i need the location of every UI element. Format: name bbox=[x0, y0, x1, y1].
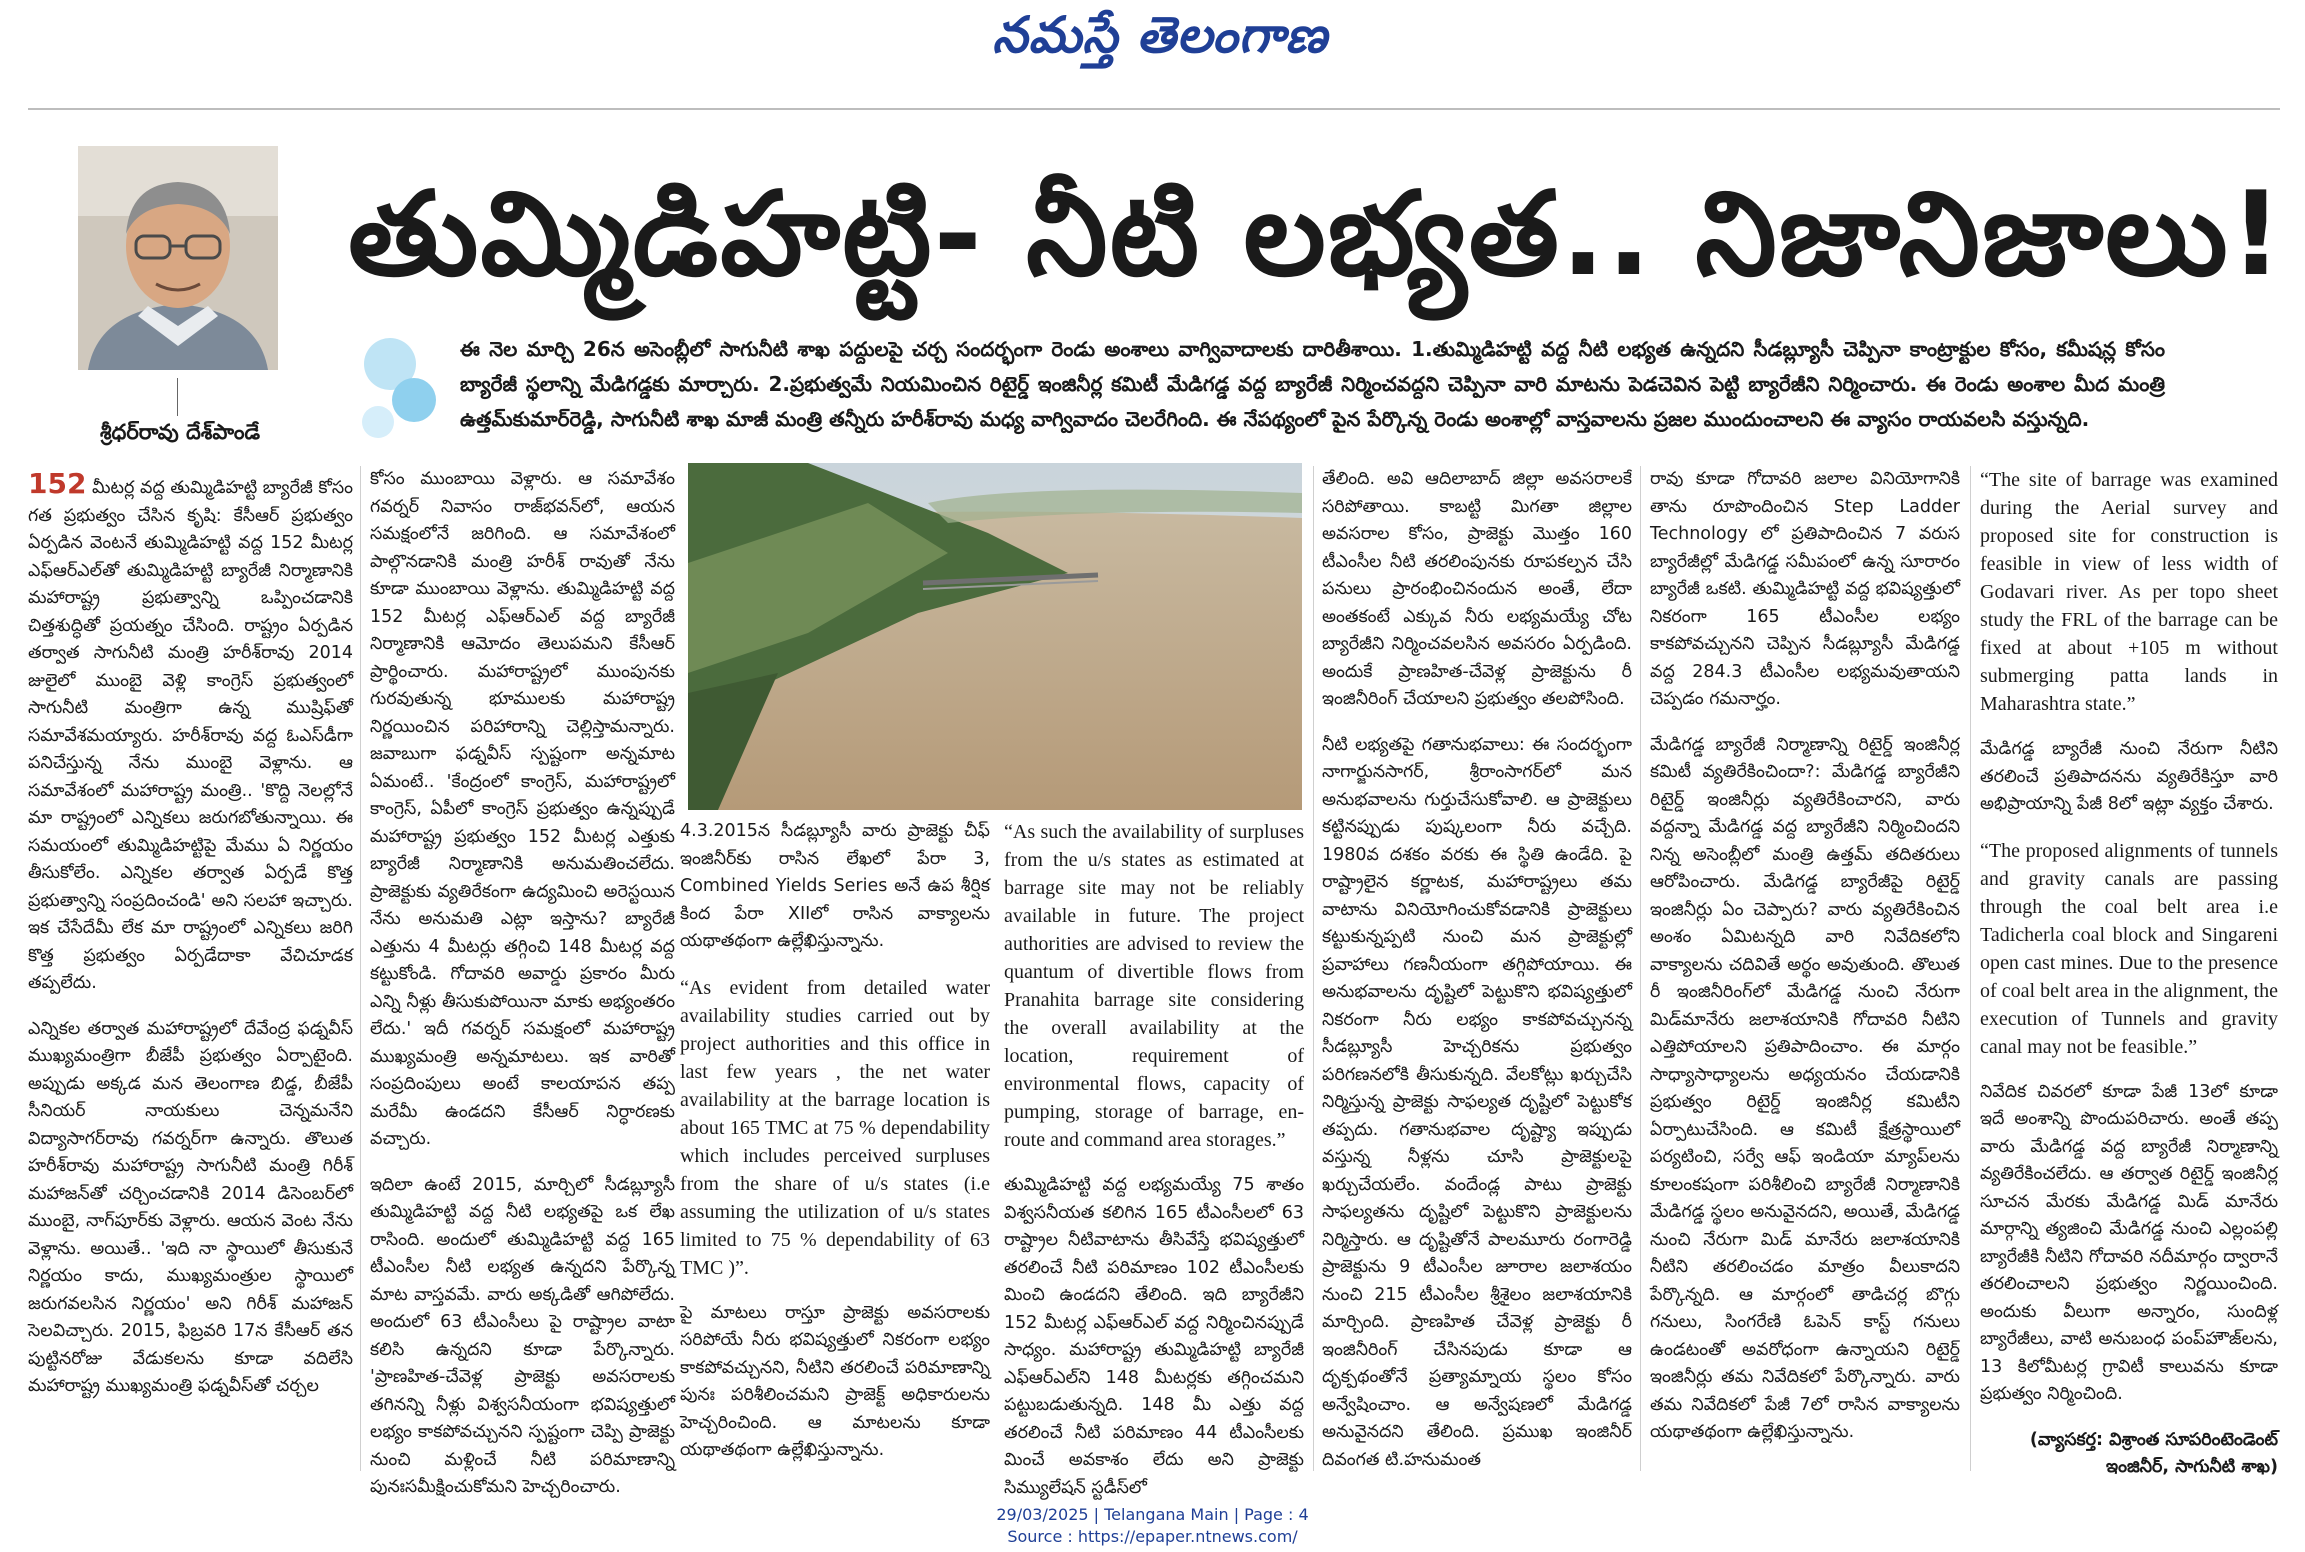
column-divider bbox=[1970, 466, 1971, 1471]
article-column-6 bbox=[1650, 466, 1960, 1480]
photo-caption: 4.3.2015న సీడబ్ల్యూసీ వారు ప్రాజెక్టు చీఫ్ ఇంజినీర్‌కు రాసిన లేఖలో పేరా 3, Combined Yields Series అనే ఉప శీర్షిక కింద పేరా XIIలో రాసిన వాక్యాలను యథాతథంగా ఉల్లేఖిస్తున్నాను. bbox=[680, 821, 990, 951]
author-portrait-icon bbox=[78, 146, 278, 370]
author-name: శ్రీధర్‌రావు దేశ్‌పాండే bbox=[99, 420, 261, 444]
column-paragraph: రావు కూడా గోదావరి జలాల వినియోగానికి తాను రూపొందించిన Step Ladder Technology లో ప్రతిపాదించిన 7 వరుస బ్యారేజీల్లో మేడిగడ్డ సమీపంలో ఉన్న సూరారం బ్యారేజీ ఒకటి. తుమ్మిడిహట్టి వద్ద భవిష్యత్తులో నికరంగా 165 టీఎంసీల లభ్యం కాకపోవచ్చునని చెప్పిన సీడబ్ల్యూసీ మేడిగడ్డ వద్ద 284.3 టీఎంసీల లభ్యమవుతాయని చెప్పడం గమనార్హం. bbox=[1650, 469, 1960, 709]
column-paragraph: మేడిగడ్డ బ్యారేజీ నిర్మాణాన్ని రిటైర్డ్ ఇంజినీర్ల కమిటీ వ్యతిరేకించిందా?: మేడిగడ్డ బ్యారేజీని రిటైర్డ్ ఇంజినీర్లు వ్యతిరేకించారని, వారు వద్దన్నా మేడిగడ్డ వద్ద బ్యారేజీని నిర్మించిందని నిన్న అసెంబ్లీలో మంత్రి ఉత్తమ్ తదితరులు ఆరోపించారు. మేడిగడ్డ బ్యారేజీపై రిటైర్డ్ ఇంజినీర్లు ఏం చెప్పారు? వారు వ్యతిరేకించిన అంశం ఏమిటన్నది వారి నివేదికలోని వాక్యాలను చదివితే అర్థం అవుతుంది. తొలుత రీ ఇంజినీరింగ్‌లో మేడిగడ్డ నుంచి నేరుగా మిడ్‌మానేరు జలాశయానికి గోదావరి నీటిని ఎత్తిపోయాలని ప్రతిపాదించాం. ఈ మార్గం సాధ్యాసాధ్యాలను అధ్యయనం చేయడానికి ప్రభుత్వం రిటైర్డ్ ఇంజినీర్ల కమిటీని ఏర్పాటుచేసింది. ఆ కమిటీ క్షేత్రస్థాయిలో పర్యటించి, సర్వే ఆఫ్ ఇండియా మ్యాప్‌లను కూలంకషంగా పరిశీలించి బ్యారేజీ నిర్మాణానికి మేడిగడ్డ స్థలం అనువైనదని, అయితే, మేడిగడ్డ నుంచి నేరుగా మిడ్ మానేరు జలాశయానికి నీటిని తరలించడం మాత్రం వీలుకాదని పేర్కొన్నది. ఆ మార్గంలో తాడిచర్ల బొగ్గు గనులు, సింగరేణి ఓపెన్ కాస్ట్ గనులు ఉండటంతో అవరోధంగా ఉన్నాయని రిటైర్డ్ ఇంజినీర్లు తమ నివేదికలో పేర్కొన్నారు. వారు తమ నివేదికలో పేజీ 7లో రాసిన వాక్యాలను యథాతథంగా ఉల్లేఖిస్తున్నాను. bbox=[1650, 734, 1960, 1442]
column-paragraph: కోసం ముంబాయి వెళ్లారు. ఆ సమావేశం గవర్నర్ నివాసం రాజ్‌భవన్‌లో, ఆయన సమక్షంలోనే జరిగింది. ఆ సమావేశంలో పాల్గొనడానికి మంత్రి హరీశ్ రావుతో నేను కూడా ముంబాయి వెళ్లాను. తుమ్మిడిహట్టి వద్ద 152 మీటర్ల ఎఫ్‌ఆర్‌ఎల్ వద్ద బ్యారేజీ నిర్మాణానికి ఆమోదం తెలుపమని కేసీఆర్ ప్రార్థించారు. మహారాష్ట్రలో ముంపునకు గురవుతున్న భూములకు మహారాష్ట్ర నిర్ణయించిన పరిహారాన్ని చెల్లిస్తామన్నారు. జవాబుగా ఫడ్నవీస్ స్పష్టంగా అన్నమాట ఏమంటే.. 'కేంద్రంలో కాంగ్రెస్, మహారాష్ట్రలో కాంగ్రెస్, ఏపీలో కాంగ్రెస్ ప్రభుత్వం ఉన్నప్పుడే మహారాష్ట్ర ప్రభుత్వం 152 మీటర్ల ఎత్తుకు బ్యారేజీ నిర్మాణానికి అనుమతించలేదు. ప్రాజెక్టుకు వ్యతిరేకంగా ఉద్యమించి అరెస్టయిన నేను అనుమతి ఎట్లా ఇస్తాను? బ్యారేజీ ఎత్తును 4 మీటర్లు తగ్గించి 148 మీటర్ల వద్ద కట్టుకోండి. గోదావరి అవార్డు ప్రకారం మీరు ఎన్ని నీళ్లు తీసుకుపోయినా మాకు అభ్యంతరం లేదు.' ఇదీ గవర్నర్ సమక్షంలో మహారాష్ట్ర ముఖ్యమంత్రి అన్నమాటలు. ఇక వారితో సంప్రదింపులు అంటే కాలయాపన తప్ప మరేమీ ఉండదని కేసీఆర్ నిర్ధారణకు వచ్చారు. bbox=[370, 469, 675, 1149]
author-divider bbox=[177, 378, 178, 416]
article-column-3 bbox=[680, 818, 990, 1480]
column-paragraph: 152 మీటర్ల వద్ద తుమ్మిడిహట్టి బ్యారేజీ కోసం గత ప్రభుత్వం చేసిన కృషి: కేసీఆర్ ప్రభుత్వం ఏర్పడిన వెంటనే తుమ్మిడిహట్టి వద్ద 152 మీటర్ల ఎఫ్‌ఆర్‌ఎల్‌తో తుమ్మిడిహట్టి బ్యారేజీ నిర్మాణానికి మహారాష్ట్ర ప్రభుత్వాన్ని ఒప్పించడానికి చిత్తశుద్ధితో ప్రయత్నం చేసింది. రాష్ట్రం ఏర్పడిన తర్వాత సాగునీటి మంత్రి హరీశ్‌రావు 2014 జులైలో ముంబై వెళ్లి కాంగ్రెస్ ప్రభుత్వంలో సాగునీటి మంత్రిగా ఉన్న ముష్రిఫ్‌తో సమావేశమయ్యారు. హరీశ్‌రావు వద్ద ఓఎస్‌డీగా పనిచేస్తున్న నేను ముంబై వెళ్లాను. ఆ సమావేశంలో మహారాష్ట్ర మంత్రి.. 'కొద్ది నెలల్లోనే మా రాష్ట్రంలో ఎన్నికలు జరుగబోతున్నాయి. ఈ సమయంలో తుమ్మిడిహట్టిపై మేము ఏ నిర్ణయం తీసుకోలేం. ఎన్నికల తర్వాత ఏర్పడే కొత్త ప్రభుత్వాన్ని సంప్రదించండి' అని సలహా ఇచ్చారు. ఇక చేసేదేమీ లేక మా రాష్ట్రంలో ఎన్నికలు జరిగి కొత్త ప్రభుత్వం ఏర్పడేదాకా వేచిచూడక తప్పలేదు. bbox=[28, 467, 353, 993]
article-column-4 bbox=[1004, 818, 1304, 1498]
intro-paragraph: ఈ నెల మార్చి 26న అసెంబ్లీలో సాగునీటి శాఖ పద్దులపై చర్చ సందర్భంగా రెండు అంశాలు వాగ్వివాదాలకు దారితీశాయి. 1.తుమ్మిడిహట్టి వద్ద నీటి లభ్యత ఉన్నదని సీడబ్ల్యూసీ చెప్పినా కాంట్రాక్టుల కోసం, కమీషన్ల కోసం బ్యారేజీ స్థలాన్ని మేడిగడ్డకు మార్చారు. 2.ప్రభుత్వమే నియమించిన రిటైర్డ్ ఇంజినీర్ల కమిటీ మేడిగడ్డ వద్ద బ్యారేజీ నిర్మించవద్దని చెప్పినా వారి మాటను పెడచెవిన పెట్టి బ్యారేజీని నిర్మించారు. ఈ రెండు అంశాల మీద మంత్రి ఉత్తమ్‌కుమార్‌రెడ్డి, సాగునీటి శాఖ మాజీ మంత్రి తన్నీరు హరీశ్‌రావు మధ్య వాగ్వివాదం చెలరేగింది. ఈ నేపథ్యంలో పైన పేర్కొన్న రెండు అంశాల్లో వాస్తవాలను ప్రజల ముందుంచాలని ఈ వ్యాసం రాయవలసి వస్తున్నది. bbox=[460, 337, 2165, 431]
intro-bubbles-decoration bbox=[352, 330, 452, 450]
cwc-quote: “As evident from detailed water availability studies carried out by project authorities and this office in last few years , the net water availability at the barrage location is about 165 TMC at 75 % dependability which includes perceived surpluses from the share of u/s states (i.e assuming the utilization of u/s states limited to 75 % dependability of 63 TMC )”. bbox=[680, 976, 990, 1279]
column-paragraph: నీటి లభ్యతపై గతానుభవాలు: ఈ సందర్భంగా నాగార్జునసాగర్, శ్రీరాంసాగర్‌లో మన అనుభవాలను గుర్తుచేసుకోవాలి. ఆ ప్రాజెక్టులు కట్టినప్పుడు పుష్కలంగా నీరు వచ్చేది. 1980వ దశకం వరకు ఈ స్థితి ఉండేది. పై రాష్ట్రాలైన కర్ణాటక, మహారాష్ట్రలు తమ వాటాను వినియోగించుకోవడానికి ప్రాజెక్టులు కట్టుకున్నప్పటి నుంచి మన ప్రాజెక్టుల్లో ప్రవాహాలు గణనీయంగా తగ్గిపోయాయి. ఈ అనుభవాలను దృష్టిలో పెట్టుకొని భవిష్యత్తులో నికరంగా నీరు లభ్యం కాకపోవచ్చునన్న సీడబ్ల్యూసీ హెచ్చరికను ప్రభుత్వం పరిగణనలోకి తీసుకున్నది. వేలకోట్లు ఖర్చుచేసి నిర్మిస్తున్న ప్రాజెక్టు సాఫల్యత దృష్టిలో పెట్టుకోక తప్పదు. గతానుభవాల దృష్ట్యా ఇప్పుడు వస్తున్న నీళ్లను చూసి ప్రాజెక్టులపై ఖర్చుచేయలేం. వందేండ్ల పాటు ప్రాజెక్టు సాఫల్యతను దృష్టిలో పెట్టుకొని ప్రాజెక్టులను నిర్మిస్తారు. ఆ దృష్టితోనే పాలమూరు రంగారెడ్డి ప్రాజెక్టును 9 టీఎంసీల జూరాల జలాశయం నుంచి 215 టీఎంసీల శ్రీశైలం జలాశయానికి మార్చింది. ప్రాణహిత చేవెళ్ల ప్రాజెక్టు రీ ఇంజినీరింగ్ చేసినపుడు కూడా ఆ దృక్పథంతోనే ప్రత్యామ్నాయ స్థలం కోసం అన్వేషించాం. ఆ అన్వేషణలో మేడిగడ్డ అనువైనదని తేలింది. ప్రముఖ ఇంజినీర్ దివంగత టి.హనుమంత bbox=[1322, 734, 1632, 1470]
column-paragraph: ఎన్నికల తర్వాత మహారాష్ట్రలో దేవేంద్ర ఫడ్నవీస్ ముఖ్యమంత్రిగా బీజేపీ ప్రభుత్వం ఏర్పాటైంది. అప్పుడు అక్కడ మన తెలంగాణ బిడ్డ, బీజేపీ సీనియర్ నాయకులు చెన్నమనేని విద్యాసాగర్‌రావు గవర్నర్‌గా ఉన్నారు. తొలుత హరీశ్‌రావు మహారాష్ట్ర సాగునీటి మంత్రి గిరీశ్ మహాజన్‌తో చర్చించడానికి 2014 డిసెంబర్‌లో ముంబై, నాగ్‌పూర్‌కు వెళ్లారు. ఆయన వెంట నేను వెళ్లాను. అయితే.. 'ఇది నా స్థాయిలో తీసుకునే నిర్ణయం కాదు, ముఖ్యమంత్రుల స్థాయిలో జరుగవలసిన నిర్ణయం' అని గిరీశ్ మహాజన్ సెలవిచ్చారు. 2015, ఫిబ్రవరి 17న కేసీఆర్ తన పుట్టినరోజు వేడుకలను కూడా వదిలేసి మహారాష్ట్ర ముఖ్యమంత్రి ఫడ్నవీస్‌తో చర్చల bbox=[28, 1018, 353, 1396]
author-byline: (వ్యాసకర్త: విశ్రాంత సూపరింటెండెంట్ ఇంజినీర్, సాగునీటి శాఖ) bbox=[2029, 1429, 2278, 1477]
column-paragraph: తేలింది. అవి ఆదిలాబాద్ జిల్లా అవసరాలకే సరిపోతాయి. కాబట్టి మిగతా జిల్లాల అవసరాల కోసం, ప్రాజెక్టు మొత్తం 160 టీఎంసీల నీటి తరలింపునకు రూపకల్పన చేసి పనులు ప్రారంభించినందున అంతే, లేదా అంతకంటే ఎక్కువ నీరు లభ్యమయ్యే చోట బ్యారేజీని నిర్మించవలసిన అవసరం ఏర్పడింది. అందుకే ప్రాణహిత-చేవెళ్ల ప్రాజెక్టును రీ ఇంజినీరింగ్ చేయాలని ప్రభుత్వం తలపోసింది. bbox=[1322, 469, 1632, 709]
river-photo-icon bbox=[688, 463, 1302, 810]
column-paragraph: ఇదిలా ఉంటే 2015, మార్చిలో సీడబ్ల్యూసీ తుమ్మిడిహట్టి వద్ద నీటి లభ్యతపై ఒక లేఖ రాసింది. అందులో తుమ్మిడిహట్టి వద్ద 165 టీఎంసీల నీటి లభ్యత ఉన్నదని పేర్కొన్న మాట వాస్తవమే. వారు అక్కడితో ఆగిపోలేదు. అందులో 63 టీఎంసీలు పై రాష్ట్రాల వాటా కలిసి ఉన్నదని కూడా పేర్కొన్నారు. 'ప్రాణహిత-చేవెళ్ల ప్రాజెక్టు అవసరాలకు తగినన్ని నీళ్లు విశ్వసనీయంగా భవిష్యత్తులో లభ్యం కాకపోవచ్చునని స్పష్టంగా చెప్పి ప్రాజెక్టు నుంచి మళ్లించే నీటి పరిమాణాన్ని పునఃసమీక్షించుకోమని హెచ్చరించారు. bbox=[370, 1174, 675, 1497]
article-column-2 bbox=[370, 466, 675, 1497]
article-column-7 bbox=[1980, 466, 2278, 1480]
page-footer bbox=[0, 1504, 2305, 1548]
headline: తుమ్మిడిహట్టి- నీటి లభ్యత.. నిజానిజాలు! bbox=[348, 167, 2285, 302]
article-column-5 bbox=[1322, 466, 1632, 1480]
column-divider bbox=[1313, 466, 1314, 1471]
column-paragraph: నివేదిక చివరలో కూడా పేజీ 13లో కూడా ఇదే అంశాన్ని పొందుపరిచారు. అంతే తప్ప వారు మేడిగడ్డ వద్ద బ్యారేజీ నిర్మాణాన్ని వ్యతిరేకించలేదు. ఆ తర్వాత రిటైర్డ్ ఇంజినీర్ల సూచన మేరకు మేడిగడ్డ మిడ్ మానేరు మార్గాన్ని త్యజించి మేడిగడ్డ నుంచి ఎల్లంపల్లి బ్యారేజీకి నీటిని గోదావరి నదీమార్గం ద్వారానే తరలించాలని ప్రభుత్వం నిర్ణయించింది. అందుకు వీలుగా అన్నారం, సుందిళ్ల బ్యారేజీలు, వాటి అనుబంధ పంప్‌హౌజ్‌లను, 13 కిలోమీటర్ల గ్రావిటీ కాలువను కూడా ప్రభుత్వం నిర్మించింది. bbox=[1980, 1081, 2278, 1404]
article-column-1 bbox=[28, 467, 353, 1480]
column-paragraph: తుమ్మిడిహట్టి వద్ద లభ్యమయ్యే 75 శాతం విశ్వసనీయత కలిగిన 165 టీఎంసీలలో 63 రాష్ట్రాల నీటివాటాను తీసివేస్తే భవిష్యత్తులో తరలించే నీటి పరిమాణం 102 టీఎంసీలకు మించి ఉండదని తేలింది. ఇది బ్యారేజీని 152 మీటర్ల ఎఫ్‌ఆర్‌ఎల్ వద్ద నిర్మించినప్పుడే సాధ్యం. మహారాష్ట్ర తుమ్మిడిహట్టి బ్యారేజీ ఎఫ్‌ఆర్‌ఎల్‌ని 148 మీటర్లకు తగ్గించమని పట్టుబడుతున్నది. 148 మీ ఎత్తు వద్ద తరలించే నీటి పరిమాణం 44 టీఎంసీలకు మించే అవకాశం లేదు అని ప్రాజెక్టు సిమ్యులేషన్ స్టడీస్‌లో bbox=[1004, 1175, 1304, 1498]
footer-date-edition: 29/03/2025 | Telangana Main | Page : 4 bbox=[996, 1505, 1309, 1524]
river-barrage-photo bbox=[688, 463, 1302, 810]
column-paragraph: మేడిగడ్డ బ్యారేజీ నుంచి నేరుగా నీటిని తరలించే ప్రతిపాదనను వ్యతిరేకిస్తూ వారి అభిప్రాయాన్ని పేజీ 8లో ఇట్లా వ్యక్తం చేశారు. bbox=[1980, 739, 2278, 814]
column-paragraph: పై మాటలు రాస్తూ ప్రాజెక్టు అవసరాలకు సరిపోయే నీరు భవిష్యత్తులో నికరంగా లభ్యం కాకపోవచ్చునని, నీటిని తరలించే పరిమాణాన్ని పునః పరిశీలించమని ప్రాజెక్ట్ అధికారులను హెచ్చరించింది. ఆ మాటలను కూడా యథాతథంగా ఉల్లేఖిస్తున్నాను. bbox=[680, 1302, 990, 1460]
dropcap-number: 152 bbox=[28, 467, 87, 500]
column-divider bbox=[1640, 466, 1641, 1471]
masthead-divider bbox=[28, 108, 2280, 110]
column-divider bbox=[360, 466, 361, 1471]
author-photo bbox=[78, 146, 278, 370]
masthead-logo bbox=[950, 4, 1370, 78]
footer-source-link[interactable]: Source : https://epaper.ntnews.com/ bbox=[1007, 1527, 1298, 1546]
committee-quote: “The proposed alignments of tunnels and gravity canals are passing through the coal belt area i.e Tadicherla coal block and Singareni open cast mines. Due to the presence of coal belt area in the alignment, the execution of Tunnels and gravity canal may not be feasible.” bbox=[1980, 839, 2278, 1058]
cwc-quote: “As such the availability of surpluses from the u/s states as estimated at barrage site may not be reliably available in future. The project authorities are advised to review the quantum of divertible flows from Pranahita barrage site considering the overall availability at the location, requirement of environmental flows, capacity of pumping, storage of barrage, en-route and command area storages.” bbox=[1004, 821, 1304, 1151]
committee-quote: “The site of barrage was examined during the Aerial survey and proposed site for construction is feasible in view of less width of Godavari river. As per topo sheet study the FRL of the barrage can be fixed at about +105 m without submerging patta lands in Maharashtra state.” bbox=[1980, 469, 2278, 715]
masthead-title: నమస్తే తెలంగాణ bbox=[992, 5, 1328, 64]
